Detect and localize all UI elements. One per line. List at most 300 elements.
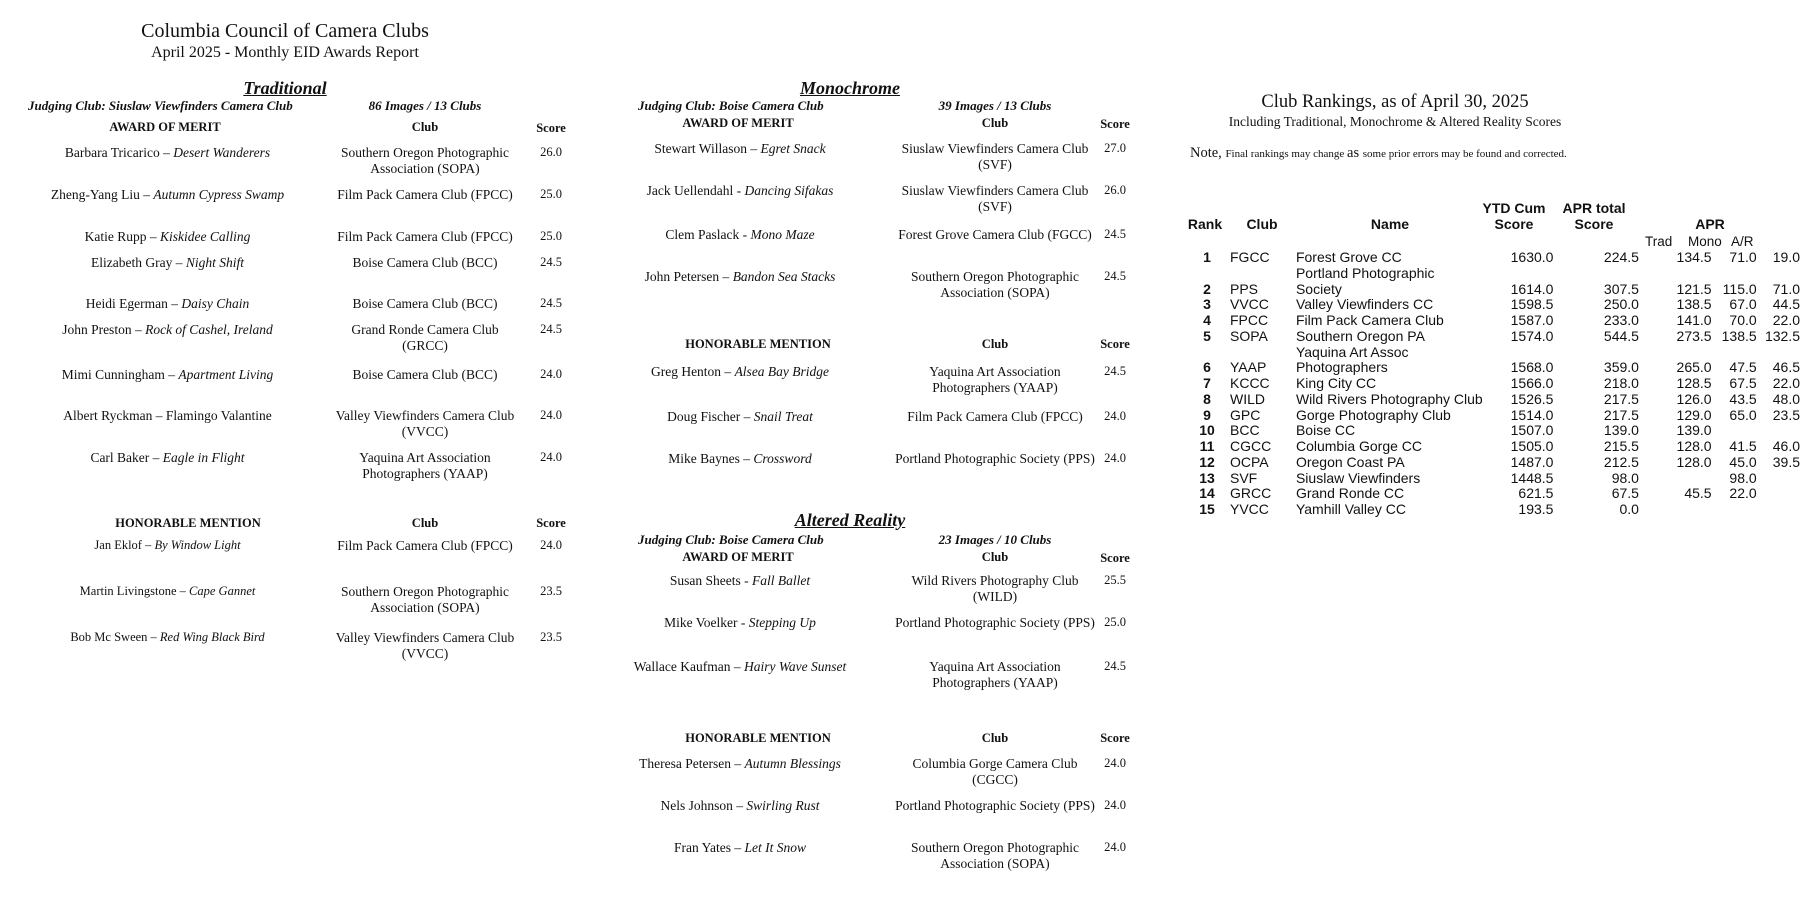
award-entry-score: 24.5 (1104, 227, 1126, 241)
altered-reality-image-count: 23 Images / 10 Clubs (938, 532, 1052, 547)
award-entry-name (30, 145, 305, 161)
award-entry-name (620, 451, 860, 467)
ranking-cell-club: PPS (1230, 280, 1259, 297)
ranking-cell-mono (1712, 345, 1757, 361)
image-title: Mono Maze (750, 227, 815, 242)
ranking-cell-mono: 138.5 (1721, 327, 1757, 344)
ranking-cell-mono: 115.0 (1722, 280, 1757, 297)
ranking-cell-mono: 22.0 (1729, 485, 1757, 502)
award-entry-score: 26.0 (1104, 183, 1126, 197)
ranking-row (1188, 345, 1800, 361)
award-entry-name (30, 408, 305, 424)
traditional-hm-club-heading: Club (411, 516, 439, 530)
image-title: By Window Light (154, 538, 241, 552)
ranking-cell-ytd: 1587.0 (1510, 312, 1554, 328)
image-title: Night Shift (185, 255, 244, 270)
image-title: Crossword (753, 451, 812, 466)
photographer-name: Mike Baynes – (668, 451, 754, 466)
rankings-header-rank: Rank (1187, 216, 1223, 232)
award-entry-club: Southern Oregon Photographic Association (SOPA) (911, 840, 1079, 871)
traditional-title: Traditional (243, 78, 327, 98)
photographer-name: Albert Ryckman – Flamingo Valantine (63, 408, 272, 423)
award-entry-score: 24.0 (1104, 756, 1126, 770)
ranking-cell-ar: 19.0 (1772, 249, 1800, 265)
ranking-cell-rank (1188, 345, 1226, 361)
ranking-cell-club: SOPA (1230, 327, 1268, 344)
award-entry-score: 25.0 (1104, 615, 1126, 629)
ranking-cell-ytd: 193.5 (1518, 501, 1554, 517)
ranking-cell-club (1226, 345, 1294, 361)
rankings-header-ytd-line1: YTD Cum (1482, 200, 1546, 216)
award-entry-club: Yaquina Art Association Photographers (YAAP) (929, 659, 1061, 690)
award-entry-score: 24.5 (1104, 269, 1126, 283)
award-entry-score: 26.0 (540, 145, 562, 159)
photographer-name: Susan Sheets - (669, 573, 752, 588)
photographer-name: Elizabeth Gray – (91, 255, 186, 270)
award-entry-score: 25.5 (1104, 573, 1126, 587)
photographer-name: Barbara Tricarico – (64, 145, 174, 160)
photographer-name: Katie Rupp – (84, 229, 160, 244)
ranking-cell-trad: 138.5 (1676, 296, 1712, 313)
ranking-cell-ar: 46.5 (1772, 359, 1800, 376)
ranking-cell-ar (1757, 471, 1800, 487)
award-entry-club: Wild Rivers Photography Club (WILD) (911, 573, 1079, 604)
ranking-row (1188, 486, 1800, 502)
ranking-cell-ar: 71.0 (1772, 280, 1800, 297)
rankings-note-text-a: Final rankings may change (1225, 148, 1348, 160)
award-entry-club: Film Pack Camera Club (FPCC) (907, 409, 1083, 424)
rankings-header-trad: Trad (1645, 234, 1673, 249)
ranking-cell-name: Film Pack Camera Club (1295, 312, 1444, 328)
rankings-header-club: Club (1246, 216, 1278, 232)
award-entry-name (30, 584, 305, 599)
award-entry-score: 24.5 (1104, 659, 1126, 673)
monochrome-merit-heading: AWARD OF MERIT (682, 116, 794, 130)
rankings-note-text-b: some prior errors may be found and corrected. (1362, 148, 1567, 160)
photographer-name: Mimi Cunningham – (61, 367, 179, 382)
ranking-cell-trad: 273.5 (1676, 327, 1712, 344)
ranking-cell-apr (1553, 266, 1661, 282)
photographer-name: Jack Uellendahl - (646, 183, 745, 198)
award-entry-score: 24.0 (1104, 798, 1126, 812)
ranking-cell-trad: 128.5 (1676, 375, 1712, 391)
award-entry-name (30, 538, 305, 553)
award-entry-name (30, 367, 305, 383)
award-entry-name (30, 630, 305, 645)
ranking-cell-mono (1712, 502, 1757, 518)
ranking-row (1188, 455, 1800, 471)
ranking-cell-name: Valley Viewfinders CC (1295, 296, 1434, 313)
traditional-hm-heading: HONORABLE MENTION (115, 516, 261, 530)
award-entry-club: Valley Viewfinders Camera Club (VVCC) (335, 408, 515, 439)
rankings-title: Club Rankings, as of April 30, 2025 (1261, 92, 1529, 112)
image-title: Swirling Rust (746, 798, 820, 813)
ranking-row (1188, 360, 1800, 376)
altered-reality-hm-heading: HONORABLE MENTION (685, 731, 831, 745)
ranking-cell-ar: 48.0 (1772, 390, 1800, 407)
ranking-cell-rank: 6 (1203, 359, 1211, 376)
ranking-cell-ar: 22.0 (1772, 375, 1800, 391)
photographer-name: Stewart Willason – (654, 141, 761, 156)
award-entry-score: 24.0 (1104, 451, 1126, 465)
image-title: Let It Snow (744, 840, 807, 855)
ranking-cell-apr: 544.5 (1603, 327, 1639, 344)
ranking-cell-trad: 126.0 (1676, 390, 1712, 407)
ranking-cell-club: BCC (1230, 422, 1260, 439)
award-entry-name (620, 615, 860, 631)
award-entry-score: 24.5 (540, 296, 562, 310)
ranking-cell-apr: 218.0 (1603, 375, 1639, 391)
ranking-cell-trad: 265.0 (1676, 359, 1712, 376)
rankings-table (1188, 250, 1800, 518)
ranking-cell-rank: 8 (1203, 390, 1211, 407)
ranking-cell-mono: 67.0 (1729, 296, 1757, 313)
ranking-cell-club: VVCC (1230, 296, 1269, 313)
traditional-image-count: 86 Images / 13 Clubs (368, 98, 482, 113)
image-title: Alsea Bay Bridge (734, 364, 830, 379)
ranking-cell-club: OCPA (1230, 453, 1269, 470)
ranking-cell-mono: 45.0 (1729, 453, 1757, 470)
ranking-cell-trad: 45.5 (1684, 485, 1712, 502)
ranking-cell-ytd: 1526.5 (1510, 390, 1554, 407)
ranking-row (1188, 502, 1800, 518)
photographer-name: Doug Fischer – (667, 409, 754, 424)
award-entry-club: Portland Photographic Society (PPS) (895, 451, 1095, 466)
rankings-note-lead: Note, (1190, 145, 1226, 161)
award-entry-name (620, 364, 860, 380)
monochrome-title: Monochrome (799, 78, 900, 98)
ranking-cell-mono: 70.0 (1729, 312, 1757, 328)
ranking-cell-ar (1757, 266, 1800, 282)
ranking-cell-apr (1553, 345, 1661, 361)
award-entry-club: Southern Oregon Photographic Association (SOPA) (341, 145, 509, 176)
ranking-cell-ytd: 621.5 (1518, 485, 1554, 502)
rankings-note (1190, 145, 1710, 162)
ranking-row (1188, 250, 1800, 266)
ranking-cell-ytd: 1505.0 (1510, 438, 1554, 454)
ranking-cell-rank: 7 (1203, 375, 1211, 391)
ranking-cell-rank: 1 (1203, 249, 1211, 265)
image-title: Daisy Chain (181, 296, 250, 311)
ranking-cell-club: WILD (1230, 390, 1265, 407)
image-title: Stepping Up (748, 615, 816, 630)
ranking-cell-apr: 139.0 (1603, 422, 1639, 439)
rankings-subtitle: Including Traditional, Monochrome & Altered Reality Scores (1228, 114, 1562, 129)
award-entry-score: 25.0 (540, 187, 562, 201)
ranking-cell-ytd: 1514.0 (1510, 406, 1554, 423)
ranking-cell-club: GRCC (1230, 485, 1272, 502)
image-title: Desert Wanderers (173, 145, 271, 160)
ranking-cell-club: GPC (1230, 406, 1261, 423)
ranking-row (1188, 439, 1800, 455)
altered-reality-merit-heading: AWARD OF MERIT (682, 550, 794, 564)
ranking-cell-trad (1661, 266, 1712, 282)
monochrome-hm-score-heading: Score (1100, 337, 1130, 351)
ranking-row (1188, 329, 1800, 345)
image-title: Kiskidee Calling (160, 229, 251, 244)
ranking-cell-name: Society (1295, 280, 1342, 297)
award-entry-club: Valley Viewfinders Camera Club (VVCC) (335, 630, 515, 661)
ranking-cell-ar: 23.5 (1772, 406, 1800, 423)
ranking-cell-rank: 5 (1203, 327, 1211, 344)
ranking-cell-ytd: 1574.0 (1510, 327, 1554, 344)
ranking-cell-club: YVCC (1230, 501, 1269, 517)
photographer-name: Carl Baker – (90, 450, 163, 465)
ranking-cell-apr: 217.5 (1603, 390, 1639, 407)
ranking-cell-club: FGCC (1230, 249, 1270, 265)
monochrome-score-heading: Score (1100, 117, 1130, 131)
photographer-name: Greg Henton – (650, 364, 735, 379)
monochrome-club-heading: Club (981, 116, 1009, 130)
ranking-cell-trad: 121.5 (1676, 280, 1712, 297)
image-title: Red Wing Black Bird (159, 630, 265, 644)
ranking-cell-name: Photographers (1295, 359, 1388, 376)
award-entry-club: Forest Grove Camera Club (FGCC) (898, 227, 1092, 242)
award-entry-club: Grand Ronde Camera Club (GRCC) (351, 322, 499, 353)
ranking-cell-ar (1757, 345, 1800, 361)
ranking-row (1188, 297, 1800, 313)
ranking-cell-ytd: 1568.0 (1510, 359, 1554, 376)
award-entry-score: 23.5 (540, 584, 562, 598)
award-entry-name (30, 187, 305, 203)
ranking-cell-mono: 71.0 (1729, 249, 1757, 265)
ranking-cell-trad: 129.0 (1676, 406, 1712, 423)
ranking-cell-name: Columbia Gorge CC (1295, 438, 1423, 454)
photographer-name: Zheng-Yang Liu – (50, 187, 154, 202)
award-entry-name (620, 756, 860, 772)
altered-reality-title: Altered Reality (794, 510, 906, 530)
rankings-header-ar: A/R (1731, 234, 1754, 249)
photographer-name: Heidi Egerman – (85, 296, 182, 311)
ranking-row (1188, 471, 1800, 487)
ranking-cell-club (1226, 266, 1294, 282)
ranking-cell-apr: 250.0 (1603, 296, 1639, 313)
rankings-header-name: Name (1370, 216, 1410, 232)
document-title: Columbia Council of Camera Clubs (141, 20, 429, 42)
ranking-row (1188, 266, 1800, 282)
award-entry-score: 24.0 (540, 450, 562, 464)
ranking-cell-trad (1661, 345, 1712, 361)
photographer-name: Theresa Petersen – (639, 756, 745, 771)
ranking-cell-trad (1661, 502, 1712, 518)
image-title: Cape Gannet (189, 584, 256, 598)
ranking-cell-club: FPCC (1230, 312, 1269, 328)
rankings-header-apr: APR (1695, 216, 1725, 232)
ranking-cell-ar: 132.5 (1764, 327, 1800, 344)
ranking-cell-apr: 217.5 (1603, 406, 1639, 423)
ranking-cell-mono: 67.5 (1729, 375, 1757, 391)
award-entry-name (620, 141, 860, 157)
award-entry-club: Film Pack Camera Club (FPCC) (337, 187, 513, 202)
document-subtitle: April 2025 - Monthly EID Awards Report (151, 44, 419, 61)
ranking-cell-rank (1188, 266, 1226, 282)
ranking-cell-trad (1661, 471, 1712, 487)
image-title: Hairy Wave Sunset (744, 659, 847, 674)
ranking-cell-ar (1757, 502, 1800, 518)
ranking-cell-mono: 47.5 (1729, 359, 1757, 376)
award-entry-club: Boise Camera Club (BCC) (352, 367, 498, 382)
image-title: Rock of Cashel, Ireland (145, 322, 273, 337)
award-entry-name (30, 450, 305, 466)
ranking-cell-name: Forest Grove CC (1295, 249, 1402, 265)
photographer-name: Clem Paslack - (665, 227, 751, 242)
ranking-cell-name: Grand Ronde CC (1295, 485, 1405, 502)
altered-reality-judging-club: Judging Club: Boise Camera Club (638, 532, 824, 547)
photographer-name: Bob Mc Sween – (70, 630, 160, 644)
award-entry-club: Siuslaw Viewfinders Camera Club (SVF) (901, 141, 1089, 172)
ranking-cell-rank: 13 (1199, 469, 1215, 486)
ranking-cell-ar: 39.5 (1772, 453, 1800, 470)
image-title: Fall Ballet (752, 573, 811, 588)
image-title: Snail Treat (753, 409, 813, 424)
photographer-name: Martin Livingstone – (79, 584, 190, 598)
ranking-cell-name: Yaquina Art Assoc (1295, 343, 1409, 360)
award-entry-score: 24.0 (540, 408, 562, 422)
ranking-cell-apr: 359.0 (1603, 359, 1639, 376)
ranking-cell-ar (1757, 423, 1800, 439)
ranking-cell-ytd: 1598.5 (1510, 296, 1554, 313)
image-title: Bandon Sea Stacks (732, 269, 836, 284)
monochrome-hm-club-heading: Club (981, 337, 1009, 351)
award-entry-name (620, 573, 860, 589)
ranking-cell-club: SVF (1230, 469, 1258, 486)
award-entry-club: Columbia Gorge Camera Club (CGCC) (912, 756, 1078, 787)
ranking-cell-apr: 224.5 (1603, 249, 1639, 265)
traditional-club-heading: Club (411, 120, 439, 134)
award-entry-score: 23.5 (540, 630, 562, 644)
ranking-cell-ytd: 1448.5 (1510, 469, 1554, 486)
award-entry-club: Southern Oregon Photographic Association (SOPA) (911, 269, 1079, 300)
award-entry-club: Southern Oregon Photographic Association (SOPA) (341, 584, 509, 615)
traditional-hm-score-heading: Score (536, 516, 566, 530)
ranking-cell-apr: 212.5 (1603, 453, 1639, 470)
ranking-cell-rank: 3 (1203, 296, 1211, 313)
ranking-cell-trad: 141.0 (1676, 312, 1712, 328)
ranking-cell-ytd (1484, 266, 1554, 282)
award-entry-name (620, 227, 860, 243)
award-entry-name (30, 322, 305, 338)
rankings-note-as: as (1347, 145, 1363, 161)
image-title: Dancing Sifakas (744, 183, 834, 198)
photographer-name: John Petersen – (644, 269, 733, 284)
ranking-cell-name: Yamhill Valley CC (1295, 501, 1406, 517)
ranking-cell-apr: 67.5 (1611, 485, 1639, 502)
ranking-cell-mono (1712, 423, 1757, 439)
award-entry-score: 25.0 (540, 229, 562, 243)
award-entry-name (30, 255, 305, 271)
ranking-row (1188, 408, 1800, 424)
ranking-cell-rank: 2 (1203, 280, 1211, 297)
award-entry-name (30, 296, 305, 312)
ranking-cell-apr: 215.5 (1603, 438, 1639, 454)
ranking-cell-ytd: 1507.0 (1510, 422, 1554, 439)
award-entry-name (620, 269, 860, 285)
image-title: Autumn Cypress Swamp (153, 187, 285, 202)
ranking-cell-name: Gorge Photography Club (1295, 406, 1451, 423)
ranking-cell-ar: 46.0 (1772, 438, 1800, 454)
award-entry-name (30, 229, 305, 245)
ranking-cell-rank: 9 (1203, 406, 1211, 423)
ranking-cell-mono: 43.5 (1729, 390, 1757, 407)
ranking-cell-name: Siuslaw Viewfinders (1295, 469, 1421, 486)
award-entry-score: 24.0 (1104, 840, 1126, 854)
ranking-cell-mono: 41.5 (1729, 438, 1757, 454)
ranking-cell-ytd (1484, 345, 1554, 361)
photographer-name: John Preston – (62, 322, 146, 337)
ranking-cell-trad: 128.0 (1676, 453, 1712, 470)
traditional-score-heading: Score (536, 121, 566, 135)
award-entry-score: 24.0 (540, 367, 562, 381)
award-entry-score: 24.5 (1104, 364, 1126, 378)
ranking-cell-name: King City CC (1295, 375, 1377, 391)
ranking-cell-club: KCCC (1230, 375, 1270, 391)
altered-reality-score-heading: Score (1100, 551, 1130, 565)
ranking-row (1188, 282, 1800, 298)
ranking-cell-apr: 0.0 (1619, 501, 1639, 517)
ranking-cell-mono: 65.0 (1729, 406, 1757, 423)
award-entry-name (620, 409, 860, 425)
rankings-table-body (1188, 250, 1800, 518)
award-entry-name (620, 798, 860, 814)
award-entry-club: Boise Camera Club (BCC) (352, 255, 498, 270)
image-title: Apartment Living (178, 367, 274, 382)
ranking-cell-club: YAAP (1230, 359, 1267, 376)
traditional-merit-heading: AWARD OF MERIT (109, 120, 221, 134)
monochrome-hm-heading: HONORABLE MENTION (685, 337, 831, 351)
award-entry-club: Portland Photographic Society (PPS) (895, 615, 1095, 630)
award-entry-club: Portland Photographic Society (PPS) (895, 798, 1095, 813)
ranking-cell-apr: 233.0 (1603, 312, 1639, 328)
rankings-header-aprtotal-line2: Score (1574, 216, 1614, 232)
image-title: Eagle in Flight (162, 450, 245, 465)
award-entry-club: Boise Camera Club (BCC) (352, 296, 498, 311)
ranking-cell-ytd: 1487.0 (1510, 453, 1554, 470)
ranking-cell-trad: 128.0 (1676, 438, 1712, 454)
ranking-cell-ar (1757, 486, 1800, 502)
altered-reality-hm-score-heading: Score (1100, 731, 1130, 745)
monochrome-image-count: 39 Images / 13 Clubs (938, 98, 1052, 113)
award-entry-club: Siuslaw Viewfinders Camera Club (SVF) (901, 183, 1089, 214)
rankings-header-mono: Mono (1688, 234, 1722, 249)
ranking-cell-name: Boise CC (1295, 422, 1356, 439)
ranking-cell-trad: 134.5 (1676, 249, 1712, 265)
altered-reality-club-heading: Club (981, 550, 1009, 564)
ranking-cell-rank: 11 (1199, 438, 1215, 454)
rankings-header-aprtotal-line1: APR total (1562, 200, 1626, 216)
ranking-cell-ytd: 1630.0 (1510, 249, 1554, 265)
ranking-cell-rank: 15 (1199, 501, 1215, 517)
award-entry-score: 24.5 (540, 322, 562, 336)
ranking-cell-mono (1712, 266, 1757, 282)
award-entry-club: Yaquina Art Association Photographers (YAAP) (929, 364, 1061, 395)
ranking-cell-name: Wild Rivers Photography Club (1295, 390, 1483, 407)
award-entry-name (620, 840, 860, 856)
award-entry-score: 27.0 (1104, 141, 1126, 155)
ranking-cell-club: CGCC (1230, 438, 1272, 454)
award-entry-score: 24.0 (1104, 409, 1126, 423)
altered-reality-hm-club-heading: Club (981, 731, 1009, 745)
ranking-cell-rank: 10 (1199, 422, 1215, 439)
ranking-cell-apr: 307.5 (1603, 280, 1639, 297)
ranking-row (1188, 376, 1800, 392)
ranking-cell-name: Southern Oregon PA (1295, 327, 1425, 344)
award-entry-club: Film Pack Camera Club (FPCC) (337, 538, 513, 553)
ranking-cell-apr: 98.0 (1611, 469, 1639, 486)
award-entry-club: Film Pack Camera Club (FPCC) (337, 229, 513, 244)
photographer-name: Mike Voelker - (664, 615, 749, 630)
award-entry-club: Yaquina Art Association Photographers (YAAP) (359, 450, 491, 481)
monochrome-judging-club: Judging Club: Boise Camera Club (638, 98, 824, 113)
